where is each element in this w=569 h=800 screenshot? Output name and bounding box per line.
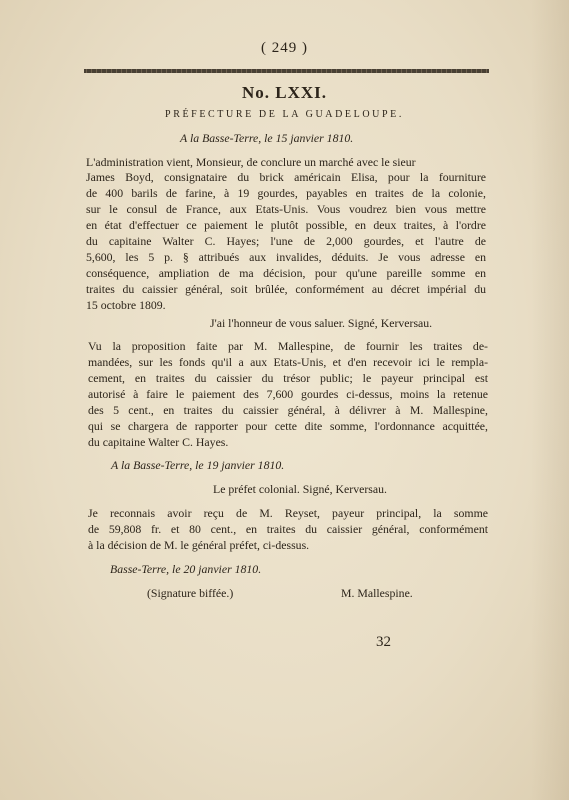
letter-body-line: 5,600, les 5 p. § attribués aux invalides, déduits. Je vous adresse en — [86, 250, 486, 264]
document-number: No. LXXI. — [241, 83, 328, 102]
decision-body-line: autorisé à faire le paiement des 7,600 gourdes ci-dessus, moins la retenue — [88, 387, 488, 401]
decision-body-line: du capitaine Walter C. Hayes. — [88, 435, 229, 449]
receipt-date-line: Basse-Terre, le 20 janvier 1810. — [110, 562, 262, 576]
receipt-struck-note: (Signature biffée.) — [147, 586, 234, 600]
decision-body-line: qui se chargera de rapporter pour cette dite somme, l'ordonnance acquittée, — [88, 419, 488, 433]
letter-body-line: en état d'effectuer ce paiement le plutôt possible, en deux traites, à l'ordre — [86, 218, 486, 232]
page-fold-shadow — [531, 0, 569, 800]
letter-body-line: de 400 barils de farine, à 19 gourdes, payables en traites de la colonie, — [86, 186, 486, 200]
decision-body-line: Vu la proposition faite par M. Mallespine, de fournir les traites de- — [88, 339, 488, 353]
decision-signature: Le préfet colonial. Signé, Kerversau. — [213, 482, 387, 496]
header-rule — [84, 69, 489, 73]
letter-body-line: James Boyd, consignataire du brick américain Elisa, pour la fourniture — [86, 170, 486, 184]
receipt-body-line: à la décision de M. le général préfet, ci-dessus. — [88, 538, 310, 552]
decision-body-line: mandées, sur les fonds qu'il a aux Etats-Unis, et d'en recevoir ici le rempla- — [88, 355, 488, 369]
printer-signature-mark: 32 — [376, 634, 391, 650]
letter-closing: J'ai l'honneur de vous saluer. Signé, Kerversau. — [210, 316, 433, 330]
prefecture-heading: PRÉFECTURE DE LA GUADELOUPE. — [165, 109, 404, 120]
letter-body-line: sur le consul de France, aux Etats-Unis. Vous voudrez bien vous mettre — [86, 202, 486, 216]
page-number: ( 249 ) — [261, 40, 308, 56]
letter-body-line: 15 octobre 1809. — [86, 298, 166, 312]
decision-body-line: des 5 cent., en traites du caissier général, à délivrer à M. Mallespine, — [88, 403, 488, 417]
decision-body-line: cement, en traites du caissier du trésor public; le payeur principal est — [88, 371, 488, 385]
receipt-signatory: M. Mallespine. — [341, 586, 413, 600]
receipt-body-line: Je reconnais avoir reçu de M. Reyset, payeur principal, la somme — [88, 506, 488, 520]
letter-body-line: conséquence, ampliation de ma décision, pour qu'une pareille somme en — [86, 266, 486, 280]
letter-body-line: traites du caissier général, soit brûlée, conformément au décret impérial du — [86, 282, 486, 296]
letter-body-line: L'administration vient, Monsieur, de conclure un marché avec le sieur — [86, 155, 416, 169]
letter-date-line: A la Basse-Terre, le 15 janvier 1810. — [180, 131, 354, 145]
receipt-body-line: de 59,808 fr. et 80 cent., en traites du caissier général, conformément — [88, 522, 488, 536]
letter-body-line: du capitaine Walter C. Hayes; l'une de 2,000 gourdes, et l'autre de — [86, 234, 486, 248]
decision-date-line: A la Basse-Terre, le 19 janvier 1810. — [111, 458, 285, 472]
